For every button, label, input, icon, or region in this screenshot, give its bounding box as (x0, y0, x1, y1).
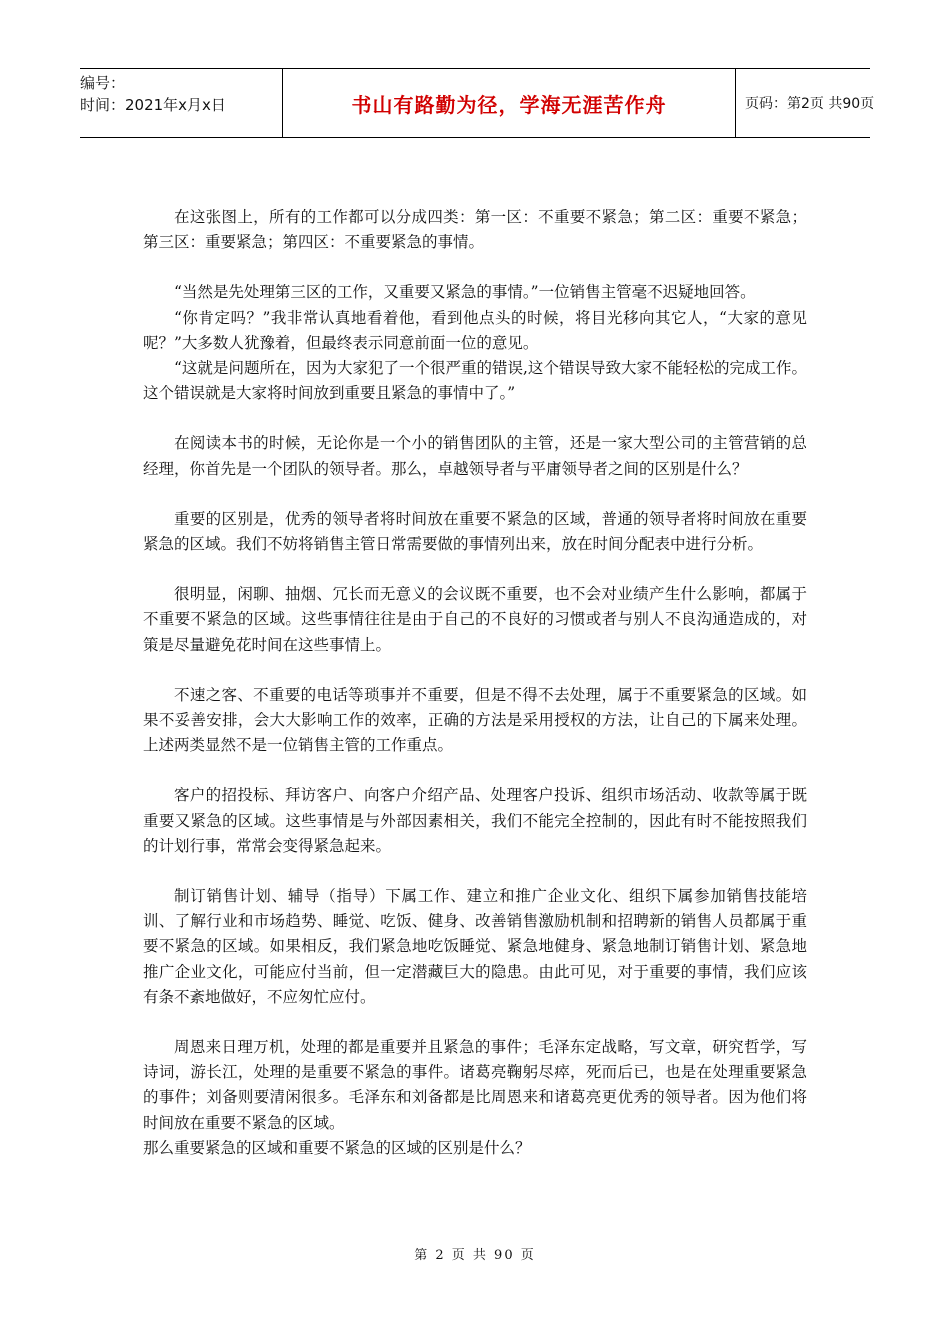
header-meta (80, 69, 282, 137)
paragraph: “你肯定吗？”我非常认真地看着他，看到他点头的时候，将目光移向其它人，“大家的意见呢？”大多数人犹豫着，但最终表示同意前面一位的意见。 (143, 308, 807, 352)
paragraph: 周恩来日理万机，处理的都是重要并且紧急的事件；毛泽东定战略，写文章，研究哲学，写诗词，游长江，处理的是重要不紧急的事件。诸葛亮鞠躬尽瘁，死而后已，也是在处理重要紧急的事件；刘备则要清闲很多。毛泽东和刘备都是比周恩来和诸葛亮更优秀的领导者。因为他们将时间放在重要不紧急的区域。 (143, 1038, 807, 1132)
paragraph: “这就是问题所在，因为大家犯了一个很严重的错误,这个错误导致大家不能轻松的完成工作。这个错误就是大家将时间放到重要且紧急的事情中了。” (143, 359, 807, 403)
header-motto: 书山有路勤为径，学海无涯苦作舟 (282, 69, 736, 137)
paragraph: 制订销售计划、辅导（指导）下属工作、建立和推广企业文化、组织下属参加销售技能培训、了解行业和市场趋势、睡觉、吃饭、健身、改善销售激励机制和招聘新的销售人员都属于重要不紧急的区域。如果相反，我们紧急地吃饭睡觉、紧急地健身、紧急地制订销售计划、紧急地推广企业文化，可能应付当前，但一定潜藏巨大的隐患。由此可见，对于重要的事情，我们应该有条不紊地做好，不应匆忙应付。 (143, 887, 807, 1006)
paragraph: 不速之客、不重要的电话等琐事并不重要，但是不得不去处理，属于不重要紧急的区域。如果不妥善安排，会大大影响工作的效率，正确的方法是采用授权的方法，让自己的下属来处理。上述两类显然不是一位销售主管的工作重点。 (143, 685, 807, 755)
paragraph: 很明显，闲聊、抽烟、冗长而无意义的会议既不重要，也不会对业绩产生什么影响，都属于不重要不紧急的区域。这些事情往往是由于自己的不良好的习惯或者与别人不良沟通造成的，对策是尽量避免花时间在这些事情上。 (143, 585, 807, 654)
document-number-label: 编号： (80, 74, 126, 92)
paragraph: 在这张图上，所有的工作都可以分成四类：第一区：不重要不紧急；第二区：重要不紧急；第三区：重要紧急；第四区：不重要紧急的事情。 (143, 208, 807, 252)
page-footer: 第 2 页 共 90 页 (414, 1248, 536, 1263)
document-date: 时间：2021年x月x日 (80, 96, 226, 114)
paragraph: 在阅读本书的时候，无论你是一个小的销售团队的主管，还是一家大型公司的主管营销的总经理，你首先是一个团队的领导者。那么，卓越领导者与平庸领导者之间的区别是什么？ (143, 434, 807, 478)
paragraph: “当然是先处理第三区的工作，又重要又紧急的事情。”一位销售主管毫不迟疑地回答。 (174, 283, 756, 302)
closing-question: 那么重要紧急的区域和重要不紧急的区域的区别是什么？ (143, 1138, 531, 1157)
document-body (143, 205, 807, 1161)
paragraph: 重要的区别是，优秀的领导者将时间放在重要不紧急的区域，普通的领导者将时间放在重要紧急的区域。我们不妨将销售主管日常需要做的事情列出来，放在时间分配表中进行分析。 (143, 509, 807, 554)
header-page-info: 页码：第2页 共90页 (745, 96, 875, 112)
paragraph: 客户的招投标、拜访客户、向客户介绍产品、处理客户投诉、组织市场活动、收款等属于既重要又紧急的区域。这些事情是与外部因素相关，我们不能完全控制的，因此有时不能按照我们的计划行事，常常会变得紧急起来。 (143, 786, 807, 855)
page-header (80, 68, 875, 138)
